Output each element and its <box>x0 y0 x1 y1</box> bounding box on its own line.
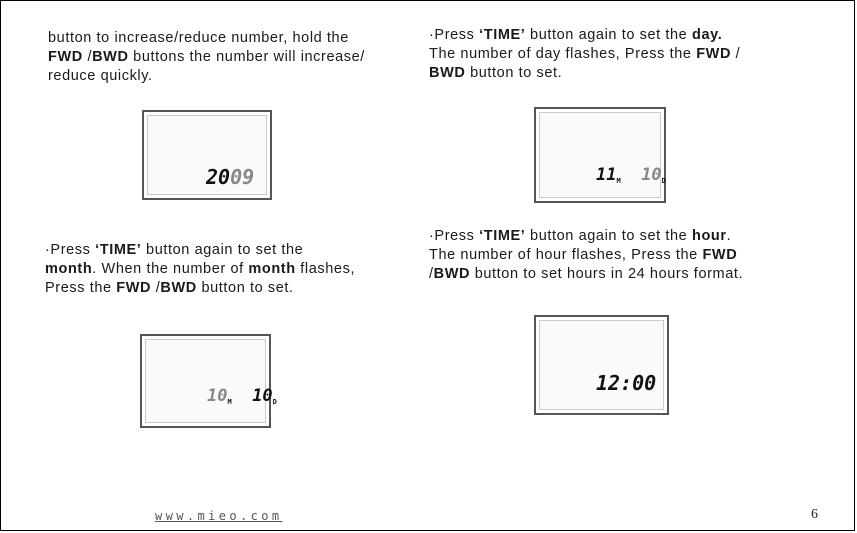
text-span: ·Press <box>45 242 96 258</box>
lcd-digit-group: 20 <box>206 165 231 189</box>
text-span: reduce quickly. <box>48 68 153 84</box>
text-span: button to increase/reduce number, hold the <box>48 30 349 46</box>
instruction-set-hour <box>429 227 743 284</box>
text-span: button again to set the <box>141 242 304 258</box>
lcd-digit-group: 11 <box>596 165 617 185</box>
footer-website-link[interactable]: www.mieo.com <box>155 509 283 523</box>
text-line <box>429 227 743 246</box>
hour-label: hour <box>691 228 727 244</box>
fwd-label: FWD <box>702 247 738 263</box>
lcd-display-month <box>140 334 277 428</box>
lcd-digit-group: 10 <box>252 386 273 406</box>
text-line <box>48 67 365 86</box>
text-span: The number of hour flashes, Press the <box>429 247 703 263</box>
lcd-unit-label: M <box>616 177 621 185</box>
lcd-digit-group-flashing: 10 <box>641 165 662 185</box>
text-span: Press the <box>45 280 117 296</box>
text-line <box>45 279 355 298</box>
text-span: . When the number of <box>92 261 249 277</box>
text-span: button again to set the <box>525 27 692 43</box>
lcd-digit-group-flashing: 10 <box>207 386 228 406</box>
month-label: month <box>45 261 93 277</box>
text-line <box>45 241 355 260</box>
lcd-unit-label: M <box>227 398 232 406</box>
text-span: buttons the number will increase/ <box>128 49 365 65</box>
time-key-label: ‘TIME’ <box>479 27 526 43</box>
page-number: 6 <box>811 507 818 522</box>
fwd-label: FWD <box>696 46 732 62</box>
separator: / <box>429 266 434 282</box>
day-label: day. <box>691 27 723 43</box>
instruction-hold-buttons <box>48 29 365 86</box>
bwd-label: BWD <box>433 266 471 282</box>
lcd-hour-digits: 12:00 <box>596 371 657 395</box>
text-span: button to set. <box>465 65 563 81</box>
text-span: ·Press <box>429 228 480 244</box>
text-span: button again to set the <box>525 228 692 244</box>
separator: / <box>731 46 741 62</box>
text-span: flashes, <box>295 261 356 277</box>
text-line <box>429 64 740 83</box>
text-span: ·Press <box>429 27 480 43</box>
fwd-label: FWD <box>116 280 152 296</box>
lcd-day-digits <box>596 165 666 185</box>
month-label: month <box>248 261 296 277</box>
bwd-label: BWD <box>92 49 129 65</box>
time-key-label: ‘TIME’ <box>479 228 526 244</box>
lcd-unit-label: D <box>661 177 666 185</box>
text-line <box>429 246 743 265</box>
fwd-label: FWD <box>48 49 83 65</box>
lcd-digit-group-flashing: 09 <box>230 165 255 189</box>
text-line <box>429 26 740 45</box>
text-line <box>48 48 365 67</box>
instruction-set-month <box>45 241 355 298</box>
text-line <box>429 45 740 64</box>
lcd-display-day <box>534 107 666 203</box>
bwd-label: BWD <box>429 65 466 81</box>
separator: / <box>151 280 161 296</box>
time-key-label: ‘TIME’ <box>95 242 142 258</box>
text-line <box>48 29 365 48</box>
text-span: . <box>726 228 732 244</box>
lcd-month-digits <box>207 386 277 406</box>
text-span: button to set hours in 24 hours format. <box>470 266 744 282</box>
instruction-set-day <box>429 26 740 83</box>
lcd-year-digits <box>206 165 254 189</box>
lcd-display-year <box>142 110 272 200</box>
text-line <box>429 265 743 284</box>
text-line <box>45 260 355 279</box>
lcd-unit-label: D <box>272 398 277 406</box>
lcd-display-hour <box>534 315 669 415</box>
text-span: button to set. <box>196 280 294 296</box>
bwd-label: BWD <box>160 280 197 296</box>
separator: / <box>82 49 93 65</box>
text-span: The number of day flashes, Press the <box>429 46 697 62</box>
